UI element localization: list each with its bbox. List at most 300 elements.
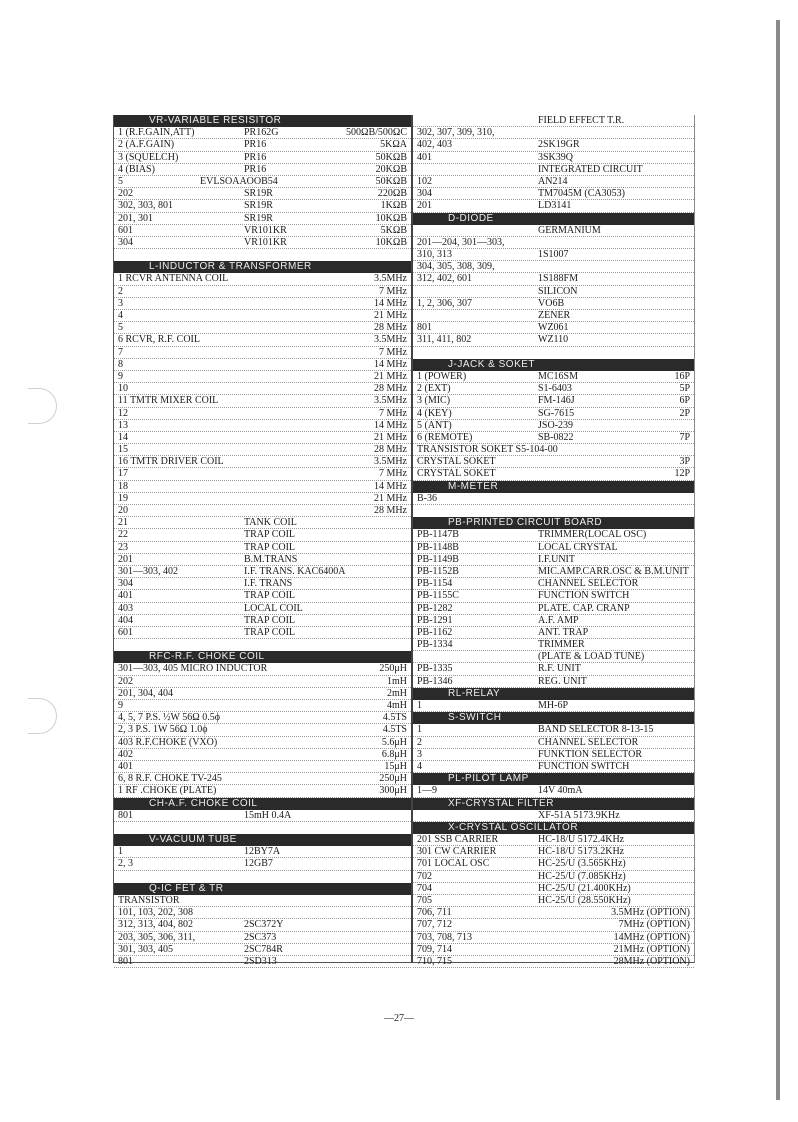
table-row: [413, 895, 694, 907]
table-row: [413, 651, 694, 663]
section-title: D-DIODE: [448, 212, 494, 224]
part-ref: 4: [417, 760, 422, 772]
part-description: FM-146J: [538, 395, 575, 407]
part-description: SB-0822: [538, 431, 574, 443]
part-ref: 1—9: [417, 785, 437, 797]
part-ref: 304: [417, 188, 432, 200]
part-ref: 1 RF .CHOKE (PLATE): [118, 785, 217, 797]
part-value: 7MHz (OPTION): [618, 919, 690, 931]
part-ref: 401: [118, 760, 133, 772]
table-row: [114, 615, 411, 627]
table-row: [114, 749, 411, 761]
part-value: 28 MHz: [373, 383, 407, 395]
part-value: 28 MHz: [373, 322, 407, 334]
part-value: 4mH: [387, 700, 407, 711]
part-value: 14 MHz: [373, 480, 407, 492]
part-description: PR16: [244, 151, 267, 163]
table-row: [114, 310, 411, 322]
table-row: [413, 639, 694, 651]
part-description: VR101KR: [244, 224, 287, 236]
table-row: [413, 273, 694, 285]
table-row: [114, 249, 411, 261]
section-header: [413, 359, 694, 371]
part-description: HC-25/U (28.550KHz): [538, 895, 631, 906]
section-header: [413, 213, 694, 225]
part-description: FIELD EFFECT T.R.: [538, 115, 625, 126]
section-header: [114, 883, 411, 895]
part-ref: 12: [118, 407, 128, 419]
part-description: VR101KR: [244, 236, 287, 248]
table-row: [114, 554, 411, 566]
part-description: PR16: [244, 139, 267, 151]
table-row: [413, 188, 694, 200]
part-description: (PLATE & LOAD TUNE): [538, 651, 645, 663]
table-row: [114, 822, 411, 834]
part-value: 5P: [679, 383, 690, 395]
section-title: L-INDUCTOR & TRANSFORMER: [149, 261, 312, 273]
part-description: CHANNEL SELECTOR: [538, 736, 639, 748]
part-ref: 2 (A.F.GAIN): [118, 139, 175, 151]
section-title: Q-IC FET & TR: [149, 882, 224, 894]
section-title: CH-A.F. CHOKE COIL: [149, 797, 258, 809]
table-row: [114, 481, 411, 493]
table-row: [413, 298, 694, 310]
part-description: 2SC373: [244, 931, 277, 943]
part-ref: PB-1282: [417, 602, 453, 614]
part-ref: 1: [118, 846, 123, 858]
section-header: [413, 712, 694, 724]
part-description: I.F.UNIT: [538, 553, 575, 565]
table-row: [114, 529, 411, 541]
part-value: 28 MHz: [373, 505, 407, 516]
part-ref: 4 (KEY): [417, 407, 452, 419]
part-ref: 21: [118, 517, 128, 529]
part-ref: 22: [118, 529, 128, 541]
part-ref: PB-1148B: [417, 541, 459, 553]
part-description: SR19R: [244, 188, 273, 200]
part-description: TRIMMER: [538, 639, 585, 651]
table-row: [114, 603, 411, 615]
part-value: 10KΩB: [375, 212, 407, 224]
part-description: HC-25/U (3.565KHz): [538, 858, 626, 870]
table-row: [114, 688, 411, 700]
table-row: [114, 578, 411, 590]
part-ref: 2: [417, 736, 422, 748]
part-ref: PB-1154: [417, 578, 453, 590]
part-ref: 301—303, 402: [118, 565, 178, 577]
part-value: 6P: [679, 395, 690, 407]
part-ref: PB-1291: [417, 614, 453, 626]
part-ref: 6, 8 R.F. CHOKE TV-245: [118, 773, 222, 785]
part-description: SG-7615: [538, 407, 575, 419]
part-ref: TRANSISTOR SOKET S5-104-00: [417, 444, 558, 456]
section-title: RL-RELAY: [448, 687, 501, 699]
page-number: —27—: [384, 1013, 414, 1024]
part-ref: CRYSTAL SOKET: [417, 456, 496, 468]
part-ref: 3 (MIC): [417, 395, 451, 407]
table-row: [114, 712, 411, 724]
part-ref: 312, 402, 601: [417, 273, 472, 285]
part-ref: 201 SSB CARRIER: [417, 834, 499, 846]
part-description: I.F. TRANS: [244, 578, 293, 590]
part-ref: 709, 714: [417, 943, 452, 955]
table-row: [114, 237, 411, 249]
part-ref: 2: [118, 285, 123, 297]
part-ref: 304: [118, 578, 133, 590]
part-ref: 302, 307, 309, 310,: [417, 127, 495, 139]
part-description: B.M.TRANS: [244, 553, 298, 565]
part-ref: 302, 303, 801: [118, 200, 173, 212]
part-ref: 301 CW CARRIER: [417, 846, 497, 858]
table-row: [114, 408, 411, 420]
part-ref: 20: [118, 505, 128, 516]
part-value: 14 MHz: [373, 358, 407, 370]
part-ref: 202: [118, 675, 133, 687]
table-row: [413, 420, 694, 432]
part-description: VO6B: [538, 297, 565, 309]
table-row: [413, 529, 694, 541]
table-row: [114, 395, 411, 407]
table-row: [413, 724, 694, 736]
table-row: [114, 871, 411, 883]
part-description: LD3141: [538, 200, 572, 212]
table-row: [114, 810, 411, 822]
part-description: SILICON: [538, 285, 578, 297]
table-row: [413, 408, 694, 420]
part-description: MH-6P: [538, 700, 569, 711]
part-description: BAND SELECTOR 8-13-15: [538, 724, 654, 736]
table-row: [114, 444, 411, 456]
table-row: [114, 298, 411, 310]
part-description: ZENER: [538, 310, 571, 321]
table-row: [413, 139, 694, 151]
table-row: [413, 761, 694, 773]
table-row: [413, 858, 694, 870]
section-title: VR-VARIABLE RESISITOR: [149, 115, 282, 126]
part-ref: 304: [118, 236, 133, 248]
part-description: 14V 40mA: [538, 785, 583, 797]
part-ref: 5 (ANT): [417, 419, 452, 431]
part-description: EVLSOAAOOB54: [200, 175, 278, 187]
binder-hole-mark: [28, 698, 57, 734]
part-description: FUNKTION SELECTOR: [538, 748, 642, 760]
part-value: 3.5MHz: [373, 456, 407, 468]
table-row: [114, 944, 411, 956]
part-ref: 1: [417, 700, 422, 711]
table-row: [413, 932, 694, 944]
table-row: [413, 237, 694, 249]
part-value: 15μH: [384, 760, 407, 772]
table-row: [413, 871, 694, 883]
part-ref: 1, 2, 306, 307: [417, 297, 472, 309]
table-row: [413, 310, 694, 322]
part-ref: 4, 5, 7 P.S. ½W 56Ω 0.5ϕ: [118, 712, 220, 724]
section-header: [114, 261, 411, 273]
part-ref: 6 RCVR, R.F. COIL: [118, 334, 200, 346]
part-ref: 801: [118, 955, 133, 967]
part-description: 2SK19GR: [538, 139, 580, 151]
part-ref: 710, 715: [417, 955, 452, 967]
table-row: [413, 322, 694, 334]
table-row: [413, 200, 694, 212]
table-row: [413, 834, 694, 846]
part-ref: 13: [118, 419, 128, 431]
part-ref: 301, 303, 405: [118, 943, 173, 955]
table-row: [114, 566, 411, 578]
binder-hole-mark: [28, 388, 57, 424]
part-ref: 18: [118, 480, 128, 492]
part-value: 3.5MHz: [373, 395, 407, 407]
part-ref: PB-1335: [417, 663, 453, 675]
part-description: 15mH 0.4A: [244, 809, 292, 821]
table-row: [114, 456, 411, 468]
part-ref: 201, 304, 404: [118, 687, 173, 699]
part-ref: 8: [118, 358, 123, 370]
part-value: 14 MHz: [373, 297, 407, 309]
table-row: [413, 566, 694, 578]
part-description: AN214: [538, 175, 568, 187]
table-row: [413, 493, 694, 505]
part-ref: 401: [417, 151, 432, 163]
part-value: 14MHz (OPTION): [613, 931, 690, 943]
part-ref: CRYSTAL SOKET: [417, 468, 496, 480]
part-value: 7 MHz: [378, 346, 407, 358]
part-description: SR19R: [244, 200, 273, 212]
part-description: 2SC372Y: [244, 919, 284, 931]
table-row: [114, 322, 411, 334]
part-ref: 102: [417, 175, 432, 187]
table-row: [413, 956, 694, 968]
part-ref: 3: [118, 297, 123, 309]
table-row: [114, 432, 411, 444]
part-value: 50KΩB: [375, 175, 407, 187]
part-value: 28MHz (OPTION): [613, 955, 690, 967]
table-row: [114, 347, 411, 359]
section-header: [413, 481, 694, 493]
section-header: [114, 798, 411, 810]
table-row: [114, 700, 411, 712]
part-value: 5KΩB: [380, 224, 407, 236]
part-value: 250μH: [379, 773, 407, 785]
part-ref: 23: [118, 541, 128, 553]
part-ref: TRANSISTOR: [118, 895, 180, 906]
part-ref: 1 (R.F.GAIN,ATT): [118, 127, 195, 139]
table-row: [114, 213, 411, 225]
table-row: [114, 773, 411, 785]
part-ref: 801: [417, 322, 432, 334]
part-ref: 601: [118, 626, 133, 638]
part-ref: 5: [118, 322, 123, 334]
part-ref: PB-1346: [417, 675, 453, 687]
table-row: [114, 127, 411, 139]
part-ref: PB-1155C: [417, 590, 459, 602]
part-description: HC-18/U 5172.4KHz: [538, 834, 625, 846]
part-description: JSO-239: [538, 419, 574, 431]
table-row: [413, 590, 694, 602]
section-title: S-SWITCH: [448, 712, 502, 724]
table-row: [413, 456, 694, 468]
part-value: 2mH: [387, 687, 407, 699]
part-value: 300μH: [379, 785, 407, 797]
part-description: 12GB7: [244, 858, 273, 870]
part-description: WZ110: [538, 334, 569, 346]
part-description: MIC.AMP.CARR.OSC & B.M.UNIT: [538, 565, 689, 577]
part-value: 1mH: [387, 675, 407, 687]
table-row: [114, 371, 411, 383]
table-row: [114, 164, 411, 176]
part-ref: 9: [118, 700, 123, 711]
part-value: 3.5MHz: [373, 273, 407, 285]
left-column: [114, 115, 411, 968]
table-row: [413, 663, 694, 675]
table-row: [114, 907, 411, 919]
table-row: [413, 846, 694, 858]
section-header: [413, 517, 694, 529]
section-header: [413, 798, 694, 810]
part-description: MC16SM: [538, 370, 579, 382]
section-header: [413, 688, 694, 700]
part-ref: 2, 3: [118, 858, 133, 870]
part-description: TRAP COIL: [244, 529, 296, 541]
table-row: [114, 505, 411, 517]
table-row: [413, 810, 694, 822]
section-header: [413, 773, 694, 785]
table-row: [114, 139, 411, 151]
part-description: WZ061: [538, 322, 569, 334]
table-row: [114, 663, 411, 675]
table-row: [413, 542, 694, 554]
part-value: 5KΩA: [380, 139, 407, 151]
part-description: CHANNEL SELECTOR: [538, 578, 639, 590]
part-value: 7 MHz: [378, 407, 407, 419]
part-description: LOCAL CRYSTAL: [538, 541, 618, 553]
table-row: [413, 785, 694, 797]
table-row: [413, 919, 694, 931]
table-row: [413, 749, 694, 761]
part-description: 2SC784R: [244, 943, 283, 955]
part-description: TRAP COIL: [244, 590, 296, 602]
part-ref: 201: [417, 200, 432, 212]
part-ref: 202: [118, 188, 133, 200]
part-ref: 7: [118, 346, 123, 358]
table-row: [114, 590, 411, 602]
part-description: TRAP COIL: [244, 541, 296, 553]
part-value: 21 MHz: [373, 431, 407, 443]
section-header: [413, 822, 694, 834]
part-description: HC-25/U (7.085KHz): [538, 870, 626, 882]
part-ref: 707, 712: [417, 919, 452, 931]
part-value: 3.5MHz: [373, 334, 407, 346]
table-row: [114, 359, 411, 371]
part-ref: 401: [118, 590, 133, 602]
part-value: 5.6μH: [381, 736, 407, 748]
part-value: 3P: [679, 456, 690, 468]
table-row: [114, 152, 411, 164]
part-ref: 702: [417, 870, 432, 882]
table-row: [114, 542, 411, 554]
part-ref: 703, 708, 713: [417, 931, 472, 943]
part-ref: 9: [118, 370, 123, 382]
table-row: [114, 517, 411, 529]
part-description: 1S188FM: [538, 273, 579, 285]
table-row: [413, 249, 694, 261]
table-row: [114, 761, 411, 773]
table-row: [114, 676, 411, 688]
table-row: [413, 883, 694, 895]
table-row: [413, 432, 694, 444]
scan-edge-shadow: [776, 20, 780, 1100]
table-row: [114, 846, 411, 858]
part-ref: 1: [417, 724, 422, 736]
table-row: [114, 737, 411, 749]
part-value: 250μH: [379, 663, 407, 675]
table-row: [114, 334, 411, 346]
table-row: [114, 273, 411, 285]
part-description: TRAP COIL: [244, 614, 296, 626]
part-description: I.F. TRANS. KAC6400A: [244, 565, 346, 577]
part-ref: 601: [118, 224, 133, 236]
part-description: TRIMMER(LOCAL OSC): [538, 529, 647, 541]
table-row: [114, 200, 411, 212]
part-description: INTEGRATED CIRCUIT: [538, 163, 643, 175]
table-row: [413, 468, 694, 480]
table-row: [413, 505, 694, 517]
part-ref: 1 (POWER): [417, 370, 467, 382]
table-row: [413, 444, 694, 456]
part-value: 50KΩB: [375, 151, 407, 163]
part-ref: 310, 313: [417, 249, 452, 261]
part-description: FUNCTION SWITCH: [538, 760, 630, 772]
table-row: [413, 578, 694, 590]
part-value: 4.5TS: [382, 724, 407, 736]
table-row: [413, 261, 694, 273]
section-title: X-CRYSTAL OSCILLATOR: [448, 821, 579, 833]
section-title: XF-CRYSTAL FILTER: [448, 797, 554, 809]
part-ref: PB-1334: [417, 639, 453, 651]
part-ref: 5: [118, 175, 123, 187]
part-ref: 16 TMTR DRIVER COIL: [118, 456, 224, 468]
section-header: [114, 115, 411, 127]
table-row: [413, 371, 694, 383]
part-description: A.F. AMP: [538, 614, 579, 626]
part-value: 500ΩB/500ΩC: [346, 127, 407, 139]
part-value: 2P: [679, 407, 690, 419]
right-column: [413, 115, 694, 968]
section-title: PB-PRINTED CIRCUIT BOARD: [448, 517, 603, 529]
part-ref: 1 RCVR ANTENNA COIL: [118, 273, 229, 285]
part-value: 7P: [679, 431, 690, 443]
part-description: LOCAL COIL: [244, 602, 303, 614]
table-row: [114, 176, 411, 188]
part-description: TRAP COIL: [244, 626, 296, 638]
table-row: [413, 554, 694, 566]
part-value: 20KΩB: [375, 163, 407, 175]
part-ref: 201—204, 301—303,: [417, 236, 505, 248]
table-row: [413, 700, 694, 712]
part-ref: 3: [417, 748, 422, 760]
part-value: 21 MHz: [373, 310, 407, 321]
table-row: [413, 152, 694, 164]
table-row: [413, 676, 694, 688]
table-row: [114, 493, 411, 505]
part-ref: 704: [417, 882, 432, 894]
part-ref: PB-1147B: [417, 529, 459, 541]
table-row: [413, 737, 694, 749]
part-ref: 402, 403: [417, 139, 452, 151]
table-row: [413, 944, 694, 956]
part-ref: 4: [118, 310, 123, 321]
table-row: [413, 395, 694, 407]
